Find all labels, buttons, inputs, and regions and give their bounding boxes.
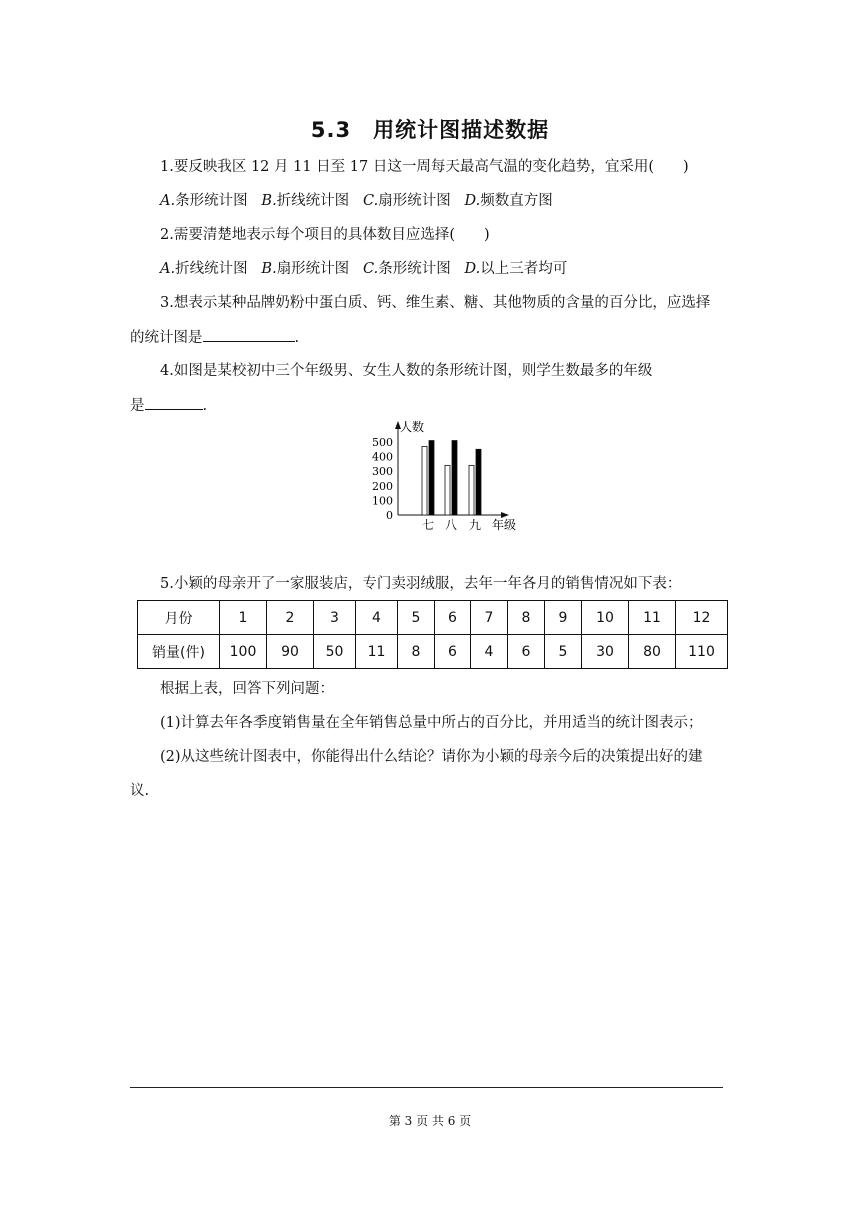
- q3-answer-blank[interactable]: [203, 327, 295, 342]
- table-cell: 100: [220, 635, 267, 669]
- bar: [476, 449, 481, 515]
- question-5-instruction: 根据上表，回答下列问题：: [160, 681, 334, 697]
- question-1: 1.要反映我区 12 月 11 日至 17 日这一周每天最高气温的变化趋势，宜采用( ): [160, 159, 689, 175]
- q4-answer-blank[interactable]: [145, 395, 203, 410]
- table-cell: 8: [508, 601, 545, 635]
- table-cell: 5: [398, 601, 435, 635]
- q2-option-a-letter: A.: [160, 261, 176, 277]
- table-cell: 11: [629, 601, 676, 635]
- bar: [429, 441, 434, 515]
- q2-option-b: 扇形统计图: [276, 261, 350, 277]
- q2-option-b-letter: B.: [261, 261, 277, 277]
- q2-option-c-letter: C.: [363, 261, 379, 277]
- q2-option-a: 折线统计图: [175, 261, 248, 277]
- table-cell: 110: [676, 635, 728, 669]
- table-cell: 9: [545, 601, 582, 635]
- bar: [452, 441, 457, 515]
- table-row-sales: [138, 635, 728, 669]
- q1-option-b: 折线统计图: [276, 193, 350, 209]
- y-tick-label: 200: [372, 479, 393, 493]
- bar: [445, 465, 450, 515]
- q3-suffix: .: [294, 330, 300, 346]
- table-cell: 6: [435, 635, 471, 669]
- table-cell: 6: [508, 635, 545, 669]
- table-cell: 50: [314, 635, 356, 669]
- x-tick-label: 九: [468, 518, 482, 532]
- table-cell: 5: [545, 635, 582, 669]
- table-cell: 12: [676, 601, 728, 635]
- question-2-options: [160, 259, 567, 279]
- table-cell: 4: [471, 635, 508, 669]
- x-tick-label: 七: [421, 518, 435, 532]
- q1-option-c-letter: C.: [363, 193, 379, 209]
- table-cell: 90: [267, 635, 314, 669]
- q2-option-c: 条形统计图: [378, 261, 451, 277]
- y-tick-label: 300: [372, 465, 393, 479]
- question-2: 2.需要清楚地表示每个项目的具体数目应选择( ): [160, 227, 490, 243]
- y-tick-label: 500: [372, 436, 393, 449]
- table-cell: 1: [220, 601, 267, 635]
- q3-prefix: 的统计图是: [130, 330, 203, 346]
- q1-option-b-letter: B.: [261, 193, 277, 209]
- y-axis-label: 人数: [400, 420, 425, 434]
- x-tick-label: 八: [444, 518, 458, 532]
- table-cell: 3: [314, 601, 356, 635]
- table-row-months: [138, 601, 728, 635]
- question-5: 5.小颖的母亲开了一家服装店，专门卖羽绒服，去年一年各月的销售情况如下表：: [160, 576, 682, 592]
- bar: [469, 465, 474, 515]
- question-3-line-2: [130, 327, 299, 348]
- question-5-part-1: (1)计算去年各季度销售量在全年销售总量中所占的百分比，并用适当的统计图表示；: [160, 715, 703, 731]
- q1-option-a: 条形统计图: [175, 193, 248, 209]
- page-title: 5.3 用统计图描述数据: [310, 118, 550, 142]
- table-header-month: 月份: [138, 601, 220, 635]
- table-cell: 4: [356, 601, 398, 635]
- q2-option-d-letter: D.: [464, 261, 481, 277]
- chart-bars: [422, 441, 481, 515]
- table-header-sales: 销量(件): [138, 635, 220, 669]
- page-number: 第 3 页 共 6 页: [388, 1114, 472, 1128]
- footer-divider: [130, 1087, 723, 1088]
- grade-bar-chart: [360, 416, 530, 536]
- q1-option-d: 频数直方图: [480, 193, 553, 209]
- q1-option-a-letter: A.: [160, 193, 176, 209]
- table-cell: 6: [435, 601, 471, 635]
- question-4-line-2: [130, 395, 207, 416]
- question-5-part-2-line-1: (2)从这些统计图表中，你能得出什么结论？请你为小颖的母亲今后的决策提出好的建: [160, 749, 703, 765]
- x-tick-labels: [422, 517, 481, 532]
- q2-option-d: 以上三者均可: [480, 261, 568, 277]
- question-3-line-1: 3.想表示某种品牌奶粉中蛋白质、钙、维生素、糖、其他物质的含量的百分比，应选择: [160, 295, 711, 311]
- table-cell: 80: [629, 635, 676, 669]
- x-axis-label: 年级: [492, 518, 517, 532]
- table-cell: 2: [267, 601, 314, 635]
- table-cell: 30: [582, 635, 629, 669]
- table-cell: 8: [398, 635, 435, 669]
- question-1-options: [160, 191, 553, 211]
- table-cell: 7: [471, 601, 508, 635]
- table-cell: 11: [356, 635, 398, 669]
- y-tick-label: 0: [386, 509, 393, 522]
- y-tick-labels: [372, 436, 393, 522]
- question-5-part-2-line-2: 议.: [130, 783, 150, 799]
- bar: [422, 446, 427, 515]
- question-4-line-1: 4.如图是某校初中三个年级男、女生人数的条形统计图，则学生数最多的年级: [160, 363, 653, 379]
- q1-option-d-letter: D.: [464, 193, 481, 209]
- q1-option-c: 扇形统计图: [378, 193, 451, 209]
- table-cell: 10: [582, 601, 629, 635]
- sales-table: [137, 600, 728, 669]
- y-tick-label: 100: [372, 494, 393, 508]
- q4-prefix: 是: [130, 398, 145, 414]
- y-tick-label: 400: [372, 450, 393, 464]
- q4-suffix: .: [202, 398, 208, 414]
